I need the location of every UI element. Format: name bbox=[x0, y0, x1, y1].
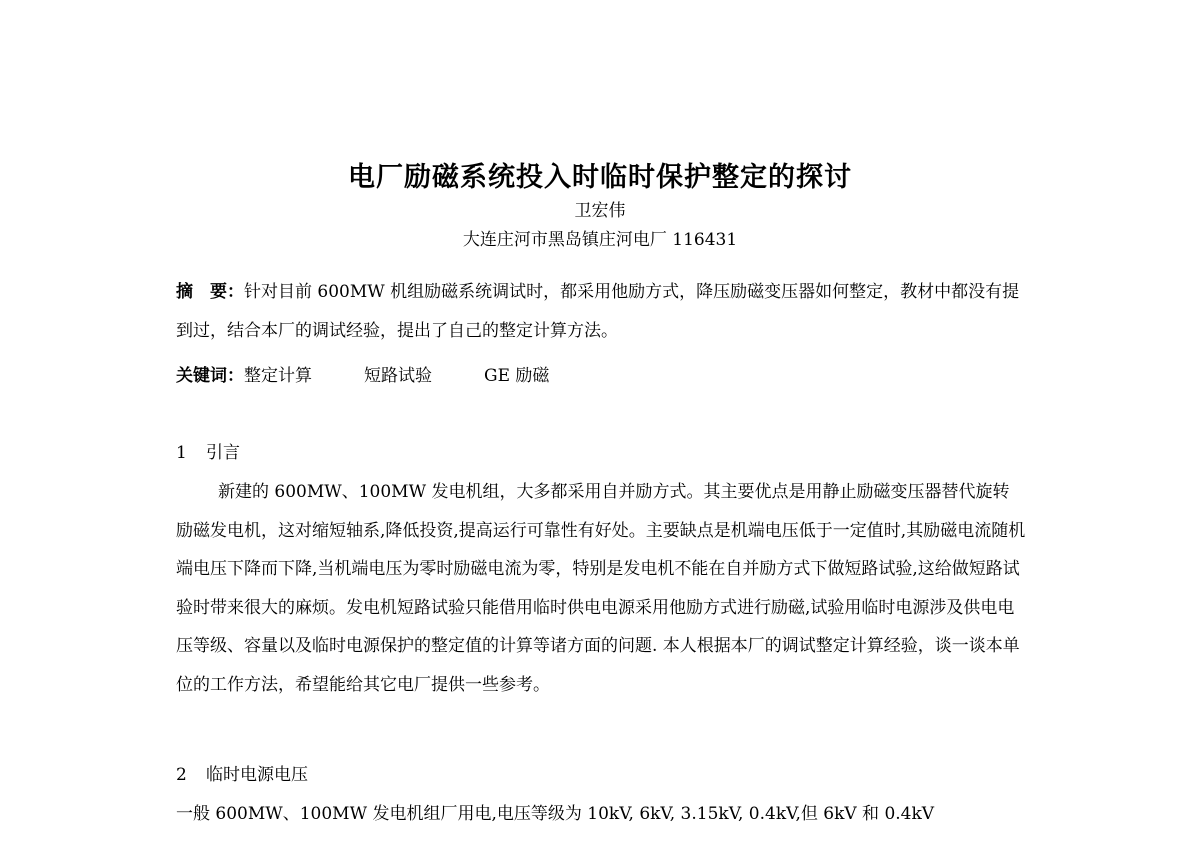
paper-title: 电厂励磁系统投入时临时保护整定的探讨 bbox=[348, 162, 852, 193]
keyword-item: 短路试验 bbox=[364, 366, 432, 386]
section-number: 2 bbox=[176, 765, 187, 785]
keywords bbox=[176, 357, 1026, 396]
abstract bbox=[176, 273, 1026, 350]
section-heading bbox=[176, 756, 1026, 795]
section-title: 临时电源电压 bbox=[206, 765, 308, 785]
keyword-item: 整定计算 bbox=[244, 366, 312, 386]
body-paragraph: 一般 600MW、100MW 发电机组厂用电,电压等级为 10kV, 6kV, 3.15kV, 0.4kV,但 6kV 和 0.4kV bbox=[176, 804, 935, 824]
author-name: 卫宏伟 bbox=[574, 201, 626, 221]
body-paragraph: 新建的 600MW、100MW 发电机组，大多都采用自并励方式。其主要优点是用静止励磁变压器替代旋转励磁发电机，这对缩短轴系,降低投资,提高运行可靠性有好处。主要缺点是机端电压低于一定值时,其励磁电流随机端电压下降而下降,当机端电压为零时励磁电流为零，特别是发电机不能在自并励方式下做短路试验,这给做短路试验时带来很大的麻烦。发电机短路试验只能借用临时供电电源采用他励方式进行励磁,试验用临时电源涉及供电电压等级、容量以及临时电源保护的整定值的计算等诸方面的问题. 本人根据本厂的调试整定计算经验，谈一谈本单位的工作方法，希望能给其它电厂提供一些参考。 bbox=[176, 482, 1026, 695]
section-heading bbox=[176, 434, 1026, 473]
keyword-item: GE 励磁 bbox=[484, 366, 550, 386]
keywords-label: 关键词： bbox=[176, 366, 244, 386]
author-affiliation: 大连庄河市黑岛镇庄河电厂 116431 bbox=[462, 230, 738, 250]
section-title: 引言 bbox=[206, 443, 240, 463]
abstract-text: 针对目前 600MW 机组励磁系统调试时，都采用他励方式，降压励磁变压器如何整定，教材中都没有提到过，结合本厂的调试经验，提出了自己的整定计算方法。 bbox=[176, 282, 1020, 341]
section-number: 1 bbox=[176, 443, 187, 463]
abstract-label: 摘 要： bbox=[176, 282, 244, 302]
